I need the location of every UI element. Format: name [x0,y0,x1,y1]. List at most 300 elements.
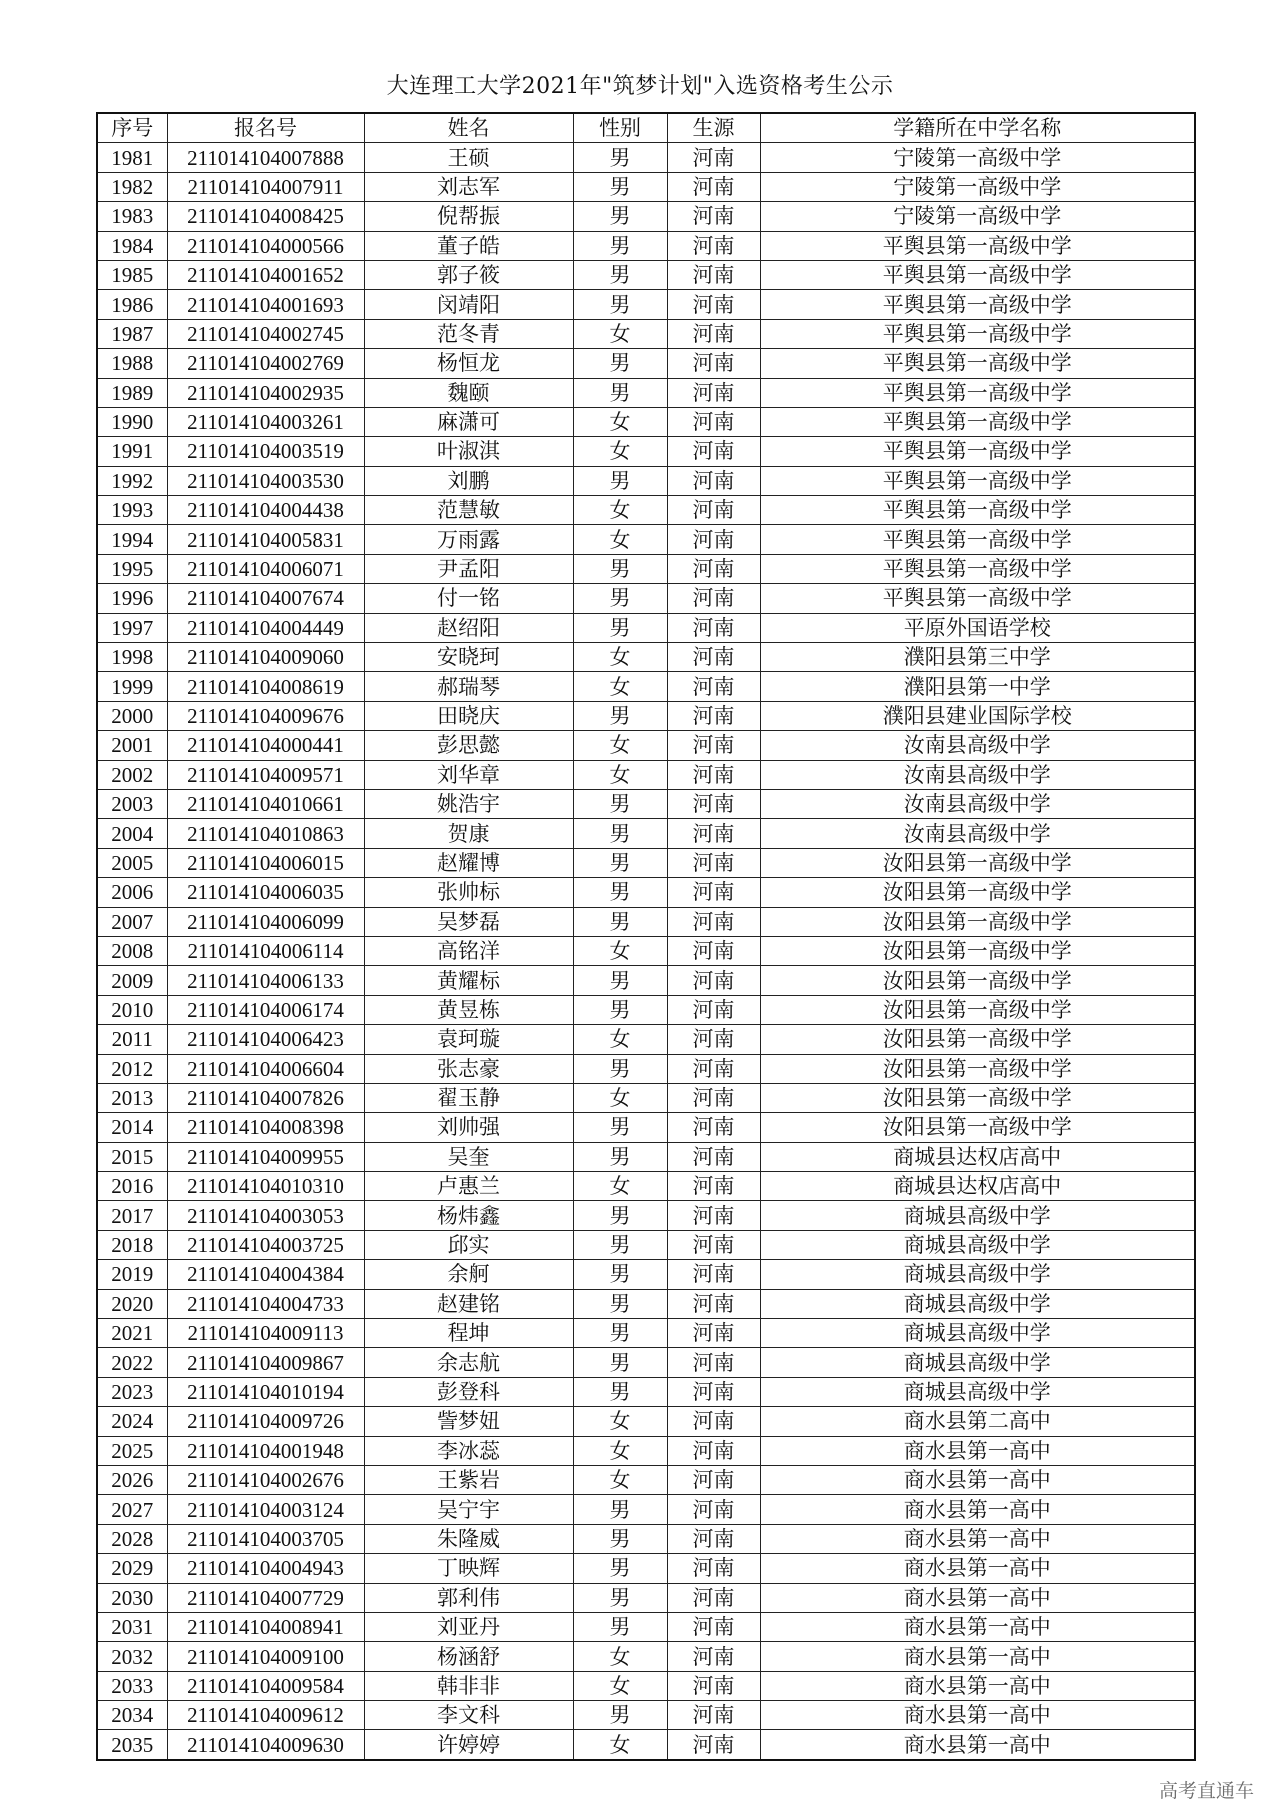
table-header-row [97,113,1195,143]
cell-gender: 男 [573,1230,667,1259]
table-row [97,1083,1195,1112]
cell-registration-no: 211014104001652 [167,260,364,289]
cell-name: 高铭洋 [364,936,573,965]
cell-origin: 河南 [667,1583,760,1612]
cell-school: 宁陵第一高级中学 [760,172,1195,201]
cell-gender: 男 [573,1348,667,1377]
cell-origin: 河南 [667,143,760,172]
cell-origin: 河南 [667,1054,760,1083]
cell-registration-no: 211014104008941 [167,1612,364,1641]
table-row [97,995,1195,1024]
cell-registration-no: 211014104007674 [167,584,364,613]
cell-origin: 河南 [667,878,760,907]
cell-school: 商城县高级中学 [760,1377,1195,1406]
cell-registration-no: 211014104006015 [167,848,364,877]
cell-school: 平舆县第一高级中学 [760,407,1195,436]
cell-origin: 河南 [667,290,760,319]
cell-registration-no: 211014104007729 [167,1583,364,1612]
cell-school: 商城县达权店高中 [760,1172,1195,1201]
cell-name: 翟玉静 [364,1083,573,1112]
cell-name: 范慧敏 [364,496,573,525]
cell-school: 商城县高级中学 [760,1289,1195,1318]
cell-gender: 女 [573,672,667,701]
cell-registration-no: 211014104001693 [167,290,364,319]
cell-gender: 女 [573,760,667,789]
column-header-origin: 生源 [667,113,760,143]
table-row [97,1113,1195,1142]
cell-index: 2034 [97,1701,167,1730]
cell-registration-no: 211014104002769 [167,349,364,378]
cell-gender: 男 [573,878,667,907]
cell-origin: 河南 [667,1495,760,1524]
cell-gender: 男 [573,231,667,260]
cell-index: 1981 [97,143,167,172]
cell-index: 1996 [97,584,167,613]
cell-school: 商水县第二高中 [760,1407,1195,1436]
cell-gender: 男 [573,1495,667,1524]
table-row [97,584,1195,613]
cell-name: 杨涵舒 [364,1642,573,1671]
cell-name: 付一铭 [364,584,573,613]
cell-origin: 河南 [667,936,760,965]
cell-school: 濮阳县建业国际学校 [760,701,1195,730]
cell-name: 田晓庆 [364,701,573,730]
cell-index: 1997 [97,613,167,642]
table-row [97,1701,1195,1730]
cell-gender: 男 [573,349,667,378]
cell-origin: 河南 [667,231,760,260]
cell-school: 商城县高级中学 [760,1230,1195,1259]
cell-school: 汝阳县第一高级中学 [760,1083,1195,1112]
cell-name: 韩非非 [364,1671,573,1700]
cell-index: 1993 [97,496,167,525]
cell-origin: 河南 [667,1465,760,1494]
cell-origin: 河南 [667,525,760,554]
cell-school: 汝阳县第一高级中学 [760,878,1195,907]
cell-index: 2004 [97,819,167,848]
cell-gender: 男 [573,172,667,201]
cell-school: 濮阳县第一中学 [760,672,1195,701]
cell-origin: 河南 [667,1142,760,1171]
cell-school: 商水县第一高中 [760,1465,1195,1494]
cell-registration-no: 211014104002935 [167,378,364,407]
cell-index: 2022 [97,1348,167,1377]
cell-school: 商水县第一高中 [760,1583,1195,1612]
cell-origin: 河南 [667,1612,760,1641]
watermark-text: 高考直通车 [1158,1780,1254,1802]
cell-index: 2033 [97,1671,167,1700]
table-row [97,1348,1195,1377]
table-row [97,1025,1195,1054]
cell-name: 赵建铭 [364,1289,573,1318]
table-row [97,1642,1195,1671]
cell-name: 刘亚丹 [364,1612,573,1641]
cell-index: 1994 [97,525,167,554]
cell-registration-no: 211014104003725 [167,1230,364,1259]
cell-school: 汝南县高级中学 [760,760,1195,789]
cell-index: 2005 [97,848,167,877]
cell-name: 张志豪 [364,1054,573,1083]
cell-name: 吴梦磊 [364,907,573,936]
cell-name: 袁珂璇 [364,1025,573,1054]
cell-origin: 河南 [667,966,760,995]
page-title: 大连理工大学2021年"筑梦计划"入选资格考生公示 [386,74,894,99]
cell-registration-no: 211014104010863 [167,819,364,848]
cell-registration-no: 211014104008398 [167,1113,364,1142]
cell-origin: 河南 [667,1025,760,1054]
cell-origin: 河南 [667,995,760,1024]
cell-origin: 河南 [667,1083,760,1112]
cell-index: 1986 [97,290,167,319]
cell-registration-no: 211014104009113 [167,1319,364,1348]
cell-school: 平舆县第一高级中学 [760,349,1195,378]
cell-gender: 女 [573,437,667,466]
cell-school: 平舆县第一高级中学 [760,584,1195,613]
cell-origin: 河南 [667,701,760,730]
cell-school: 商水县第一高中 [760,1612,1195,1641]
cell-name: 黄耀标 [364,966,573,995]
cell-name: 王硕 [364,143,573,172]
cell-school: 平舆县第一高级中学 [760,319,1195,348]
cell-name: 刘鹏 [364,466,573,495]
cell-name: 丁映辉 [364,1554,573,1583]
cell-school: 汝阳县第一高级中学 [760,936,1195,965]
cell-registration-no: 211014104009100 [167,1642,364,1671]
cell-origin: 河南 [667,1172,760,1201]
cell-origin: 河南 [667,1319,760,1348]
cell-registration-no: 211014104004384 [167,1260,364,1289]
cell-name: 刘华章 [364,760,573,789]
table-row [97,525,1195,554]
cell-registration-no: 211014104001948 [167,1436,364,1465]
table-row [97,672,1195,701]
cell-index: 2020 [97,1289,167,1318]
cell-name: 尹孟阳 [364,554,573,583]
cell-name: 郝瑞琴 [364,672,573,701]
cell-gender: 男 [573,1054,667,1083]
cell-index: 2021 [97,1319,167,1348]
cell-registration-no: 211014104009726 [167,1407,364,1436]
cell-origin: 河南 [667,584,760,613]
cell-registration-no: 211014104009867 [167,1348,364,1377]
cell-index: 1983 [97,202,167,231]
cell-origin: 河南 [667,1730,760,1760]
cell-registration-no: 211014104006133 [167,966,364,995]
cell-origin: 河南 [667,789,760,818]
cell-origin: 河南 [667,760,760,789]
table-row [97,466,1195,495]
cell-index: 2015 [97,1142,167,1171]
cell-origin: 河南 [667,731,760,760]
table-row [97,848,1195,877]
cell-gender: 女 [573,1172,667,1201]
table-row [97,1583,1195,1612]
cell-registration-no: 211014104009612 [167,1701,364,1730]
cell-origin: 河南 [667,1701,760,1730]
cell-school: 宁陵第一高级中学 [760,143,1195,172]
table-row [97,1554,1195,1583]
cell-origin: 河南 [667,407,760,436]
cell-registration-no: 211014104010194 [167,1377,364,1406]
cell-school: 商水县第一高中 [760,1436,1195,1465]
cell-registration-no: 211014104004449 [167,613,364,642]
cell-registration-no: 211014104010310 [167,1172,364,1201]
table-row [97,231,1195,260]
cell-gender: 女 [573,407,667,436]
cell-name: 杨炜鑫 [364,1201,573,1230]
table-row [97,437,1195,466]
cell-gender: 女 [573,319,667,348]
table-row [97,936,1195,965]
cell-school: 濮阳县第三中学 [760,643,1195,672]
cell-gender: 女 [573,1083,667,1112]
cell-gender: 男 [573,1554,667,1583]
cell-origin: 河南 [667,1436,760,1465]
cell-origin: 河南 [667,613,760,642]
cell-name: 倪帮振 [364,202,573,231]
cell-name: 王紫岩 [364,1465,573,1494]
cell-gender: 女 [573,1465,667,1494]
table-row [97,349,1195,378]
table-row [97,1319,1195,1348]
cell-registration-no: 211014104006099 [167,907,364,936]
cell-name: 张帅标 [364,878,573,907]
cell-index: 2018 [97,1230,167,1259]
cell-school: 商水县第一高中 [760,1730,1195,1760]
cell-name: 董子皓 [364,231,573,260]
cell-origin: 河南 [667,1377,760,1406]
cell-origin: 河南 [667,349,760,378]
cell-index: 1987 [97,319,167,348]
table-row [97,407,1195,436]
cell-school: 商城县高级中学 [760,1201,1195,1230]
cell-origin: 河南 [667,202,760,231]
cell-gender: 男 [573,143,667,172]
cell-index: 2027 [97,1495,167,1524]
cell-index: 2024 [97,1407,167,1436]
cell-school: 平舆县第一高级中学 [760,466,1195,495]
table-row [97,878,1195,907]
cell-school: 汝南县高级中学 [760,789,1195,818]
table-row [97,1289,1195,1318]
cell-school: 汝阳县第一高级中学 [760,1025,1195,1054]
cell-origin: 河南 [667,554,760,583]
cell-name: 许婷婷 [364,1730,573,1760]
cell-school: 平舆县第一高级中学 [760,496,1195,525]
cell-index: 2010 [97,995,167,1024]
cell-origin: 河南 [667,1407,760,1436]
cell-gender: 女 [573,731,667,760]
cell-index: 2013 [97,1083,167,1112]
cell-index: 1984 [97,231,167,260]
cell-registration-no: 211014104009955 [167,1142,364,1171]
cell-gender: 男 [573,995,667,1024]
cell-name: 赵耀博 [364,848,573,877]
cell-gender: 女 [573,1407,667,1436]
cell-index: 2014 [97,1113,167,1142]
cell-origin: 河南 [667,260,760,289]
table-row [97,1465,1195,1494]
cell-gender: 男 [573,202,667,231]
cell-gender: 女 [573,1730,667,1760]
cell-gender: 女 [573,1642,667,1671]
cell-name: 刘帅强 [364,1113,573,1142]
cell-index: 2035 [97,1730,167,1760]
cell-gender: 男 [573,1142,667,1171]
table-row [97,789,1195,818]
cell-school: 商水县第一高中 [760,1671,1195,1700]
cell-registration-no: 211014104006174 [167,995,364,1024]
cell-origin: 河南 [667,1554,760,1583]
cell-gender: 男 [573,701,667,730]
cell-registration-no: 211014104003705 [167,1524,364,1553]
cell-registration-no: 211014104003519 [167,437,364,466]
cell-gender: 男 [573,1701,667,1730]
table-row [97,760,1195,789]
cell-school: 平舆县第一高级中学 [760,260,1195,289]
cell-name: 李文科 [364,1701,573,1730]
cell-name: 余志航 [364,1348,573,1377]
cell-name: 彭思懿 [364,731,573,760]
table-row [97,202,1195,231]
table-row [97,819,1195,848]
column-header-school: 学籍所在中学名称 [760,113,1195,143]
cell-school: 汝阳县第一高级中学 [760,848,1195,877]
cell-gender: 男 [573,1289,667,1318]
table-row [97,1495,1195,1524]
table-row [97,1730,1195,1760]
cell-gender: 男 [573,819,667,848]
cell-gender: 女 [573,1025,667,1054]
cell-origin: 河南 [667,1260,760,1289]
cell-origin: 河南 [667,319,760,348]
cell-index: 2012 [97,1054,167,1083]
cell-school: 汝阳县第一高级中学 [760,1054,1195,1083]
cell-registration-no: 211014104003261 [167,407,364,436]
cell-school: 商城县高级中学 [760,1348,1195,1377]
cell-gender: 男 [573,1583,667,1612]
cell-name: 杨恒龙 [364,349,573,378]
table-row [97,966,1195,995]
cell-name: 郭子筱 [364,260,573,289]
table-row [97,701,1195,730]
cell-gender: 男 [573,1524,667,1553]
table-row [97,554,1195,583]
cell-origin: 河南 [667,1230,760,1259]
cell-gender: 男 [573,1319,667,1348]
table-row [97,290,1195,319]
cell-registration-no: 211014104006423 [167,1025,364,1054]
cell-index: 1998 [97,643,167,672]
cell-gender: 男 [573,1612,667,1641]
cell-gender: 男 [573,1260,667,1289]
cell-index: 2017 [97,1201,167,1230]
cell-index: 1991 [97,437,167,466]
cell-gender: 男 [573,584,667,613]
cell-origin: 河南 [667,672,760,701]
table-row [97,143,1195,172]
cell-index: 1985 [97,260,167,289]
table-row [97,731,1195,760]
cell-origin: 河南 [667,907,760,936]
cell-index: 2029 [97,1554,167,1583]
cell-gender: 男 [573,789,667,818]
table-row [97,1407,1195,1436]
cell-gender: 男 [573,907,667,936]
cell-index: 2031 [97,1612,167,1641]
cell-origin: 河南 [667,1113,760,1142]
cell-registration-no: 211014104007888 [167,143,364,172]
cell-registration-no: 211014104007911 [167,172,364,201]
table-row [97,907,1195,936]
cell-registration-no: 211014104004438 [167,496,364,525]
cell-index: 2007 [97,907,167,936]
cell-school: 平原外国语学校 [760,613,1195,642]
cell-school: 商水县第一高中 [760,1701,1195,1730]
table-body [97,143,1195,1760]
cell-name: 贺康 [364,819,573,848]
cell-origin: 河南 [667,1201,760,1230]
table-row [97,1260,1195,1289]
cell-origin: 河南 [667,1348,760,1377]
cell-origin: 河南 [667,1524,760,1553]
cell-index: 2009 [97,966,167,995]
cell-school: 平舆县第一高级中学 [760,231,1195,260]
cell-gender: 男 [573,260,667,289]
cell-gender: 男 [573,1113,667,1142]
cell-school: 商水县第一高中 [760,1524,1195,1553]
cell-name: 叶淑淇 [364,437,573,466]
cell-school: 汝阳县第一高级中学 [760,907,1195,936]
cell-registration-no: 211014104005831 [167,525,364,554]
column-header-registration-no: 报名号 [167,113,364,143]
cell-name: 吴奎 [364,1142,573,1171]
cell-gender: 女 [573,525,667,554]
candidate-table [96,112,1196,1761]
cell-gender: 男 [573,613,667,642]
cell-index: 1989 [97,378,167,407]
cell-school: 宁陵第一高级中学 [760,202,1195,231]
cell-origin: 河南 [667,172,760,201]
cell-name: 邱实 [364,1230,573,1259]
table-row [97,1172,1195,1201]
cell-gender: 男 [573,966,667,995]
table-row [97,172,1195,201]
cell-school: 平舆县第一高级中学 [760,437,1195,466]
candidate-table-container [96,112,1194,1761]
cell-index: 1995 [97,554,167,583]
table-row [97,1612,1195,1641]
table-row [97,643,1195,672]
table-row [97,1201,1195,1230]
cell-school: 汝阳县第一高级中学 [760,966,1195,995]
cell-gender: 男 [573,1377,667,1406]
cell-origin: 河南 [667,643,760,672]
table-row [97,260,1195,289]
cell-school: 汝南县高级中学 [760,731,1195,760]
cell-index: 2028 [97,1524,167,1553]
cell-registration-no: 211014104009571 [167,760,364,789]
cell-registration-no: 211014104004733 [167,1289,364,1318]
cell-registration-no: 211014104004943 [167,1554,364,1583]
cell-name: 卢惠兰 [364,1172,573,1201]
table-row [97,1377,1195,1406]
cell-origin: 河南 [667,1289,760,1318]
cell-name: 刘志军 [364,172,573,201]
cell-school: 平舆县第一高级中学 [760,554,1195,583]
table-row [97,496,1195,525]
cell-school: 平舆县第一高级中学 [760,290,1195,319]
